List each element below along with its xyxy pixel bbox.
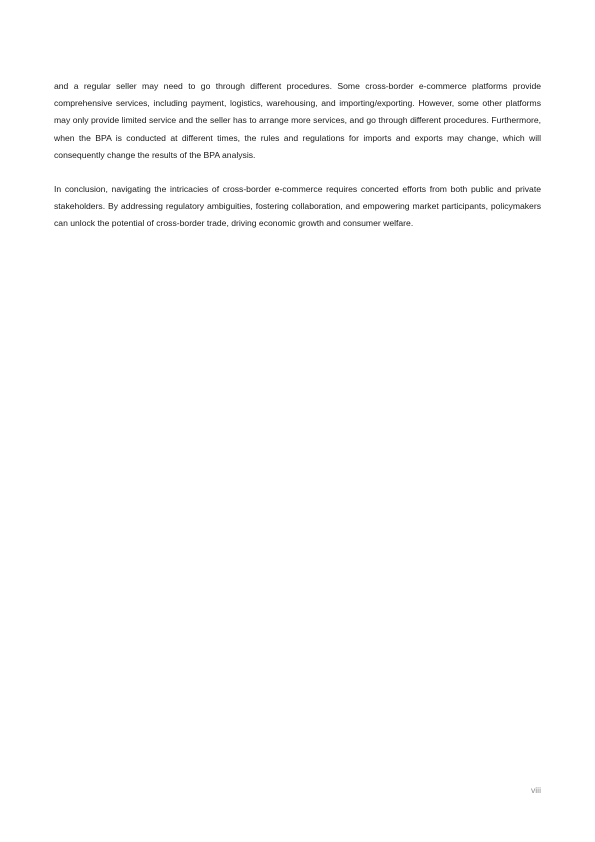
paragraph-conclusion: In conclusion, navigating the intricacies of cross-border e-commerce requires concerted efforts from both public and private stakeholders. By addressing regulatory ambiguities, fostering collaboration, and empowering market participants, policymakers can unlock the potential of cross-border trade, driving economic growth and consumer welfare. <box>54 184 541 229</box>
body-text <box>54 78 541 233</box>
page-number: viii <box>530 785 541 795</box>
paragraph-bpa-procedures: and a regular seller may need to go through different procedures. Some cross-border e-commerce platforms provide comprehensive services, including payment, logistics, warehousing, and importing/exporting. However, some other platforms may only provide limited service and the seller has to arrange more services, and go through different procedures. Furthermore, when the BPA is conducted at different times, the rules and regulations for imports and exports may change, which will consequently change the results of the BPA analysis. <box>54 81 541 160</box>
